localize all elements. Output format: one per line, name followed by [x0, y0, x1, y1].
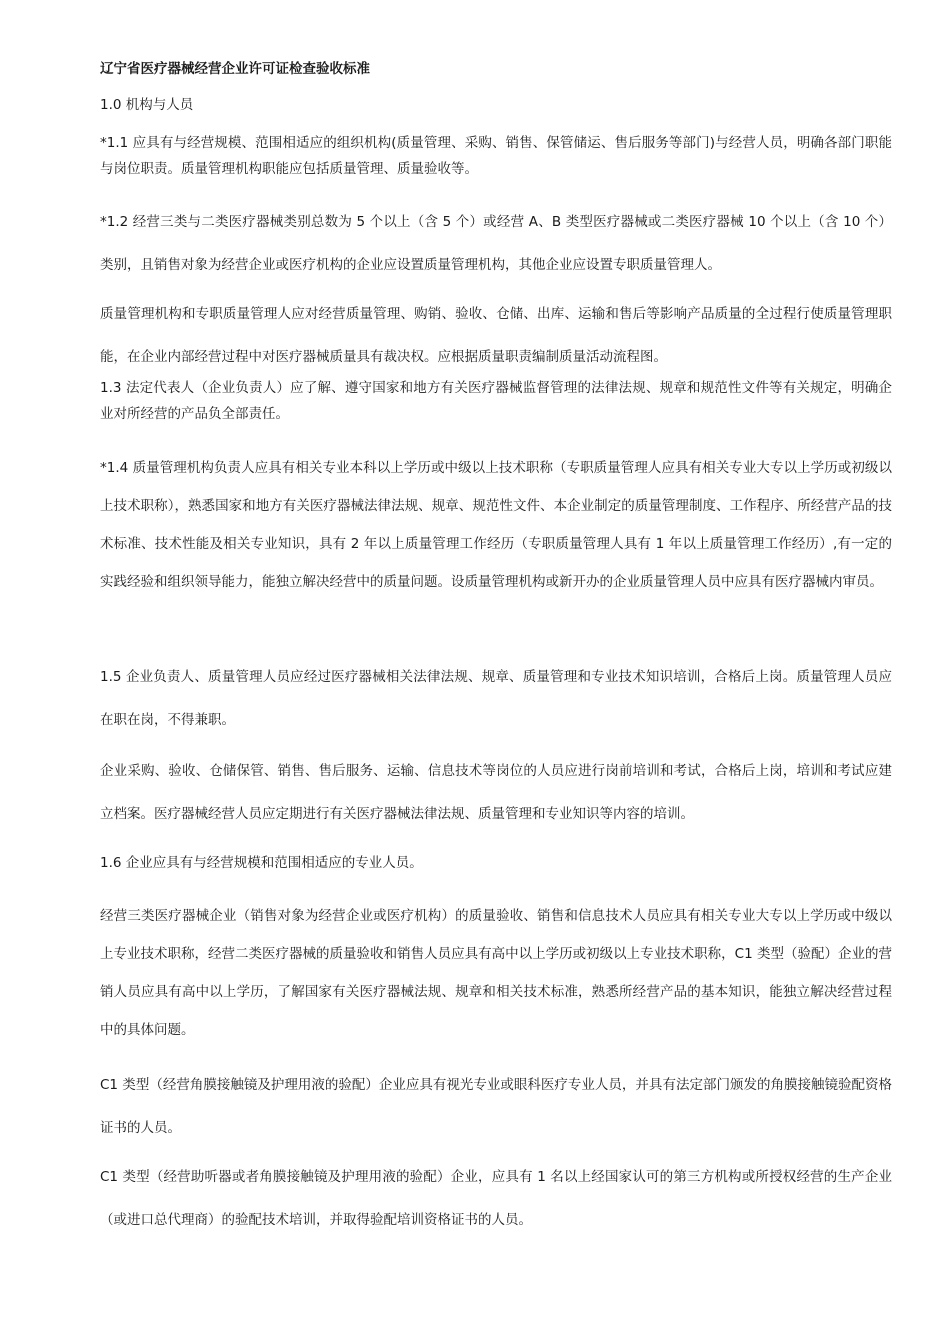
section-heading-1-0: 1.0 机构与人员 [100, 97, 194, 113]
paragraph-1-6: 1.6 企业应具有与经营规模和范围相适应的专业人员。 [100, 855, 423, 871]
paragraph-1-5: 1.5 企业负责人、质量管理人员应经过医疗器械相关法律法规、规章、质量管理和专业技术知识培训，合格后上岗。质量管理人员应在职在岗，不得兼职。 [100, 669, 892, 728]
paragraph-c1-contact-lens: C1 类型（经营角膜接触镜及护理用液的验配）企业应具有视光专业或眼科医疗专业人员，并具有法定部门颁发的角膜接触镜验配资格证书的人员。 [100, 1077, 892, 1136]
paragraph-staff-training: 企业采购、验收、仓储保管、销售、售后服务、运输、信息技术等岗位的人员应进行岗前培训和考试，合格后上岗，培训和考试应建立档案。医疗器械经营人员应定期进行有关医疗器械法律法规、质量管理和专业知识等内容的培训。 [100, 763, 892, 822]
paragraph-class-three-staff: 经营三类医疗器械企业（销售对象为经营企业或医疗机构）的质量验收、销售和信息技术人员应具有相关专业大专以上学历或中级以上专业技术职称，经营二类医疗器械的质量验收和销售人员应具有高中以上学历或初级以上专业技术职称，C1 类型（验配）企业的营销人员应具有高中以上学历，了解国家有关医疗器械法规、规章和相关技术标准，熟悉所经营产品的基本知识，能独立解决经营过程中的具体问题。 [100, 908, 892, 1038]
paragraph-quality-management: 质量管理机构和专职质量管理人应对经营质量管理、购销、验收、仓储、出库、运输和售后等影响产品质量的全过程行使质量管理职能，在企业内部经营过程中对医疗器械质量具有裁决权。应根据质量职责编制质量活动流程图。 [100, 306, 892, 365]
document-page [100, 0, 892, 1344]
paragraph-c1-hearing-aid: C1 类型（经营助听器或者角膜接触镜及护理用液的验配）企业，应具有 1 名以上经国家认可的第三方机构或所授权经营的生产企业（或进口总代理商）的验配技术培训，并取得验配培训资格证书的人员。 [100, 1169, 892, 1228]
paragraph-1-1: *1.1 应具有与经营规模、范围相适应的组织机构(质量管理、采购、销售、保管储运、售后服务等部门)与经营人员，明确各部门职能与岗位职责。质量管理机构职能应包括质量管理、质量验收等。 [100, 135, 892, 177]
paragraph-1-3: 1.3 法定代表人（企业负责人）应了解、遵守国家和地方有关医疗器械监督管理的法律法规、规章和规范性文件等有关规定，明确企业对所经营的产品负全部责任。 [100, 380, 892, 422]
paragraph-1-2: *1.2 经营三类与二类医疗器械类别总数为 5 个以上（含 5 个）或经营 A、B 类型医疗器械或二类医疗器械 10 个以上（含 10 个）类别，且销售对象为经营企业或医疗机构的企业应设置质量管理机构，其他企业应设置专职质量管理人。 [100, 214, 892, 273]
paragraph-1-4: *1.4 质量管理机构负责人应具有相关专业本科以上学历或中级以上技术职称（专职质量管理人应具有相关专业大专以上学历或初级以上技术职称），熟悉国家和地方有关医疗器械法律法规、规章、规范性文件、本企业制定的质量管理制度、工作程序、所经营产品的技术标准、技术性能及相关专业知识，具有 2 年以上质量管理工作经历（专职质量管理人具有 1 年以上质量管理工作经历）,有一定的实践经验和组织领导能力，能独立解决经营中的质量问题。设质量管理机构或新开办的企业质量管理人员中应具有医疗器械内审员。 [100, 460, 892, 590]
document-title: 辽宁省医疗器械经营企业许可证检查验收标准 [100, 61, 370, 77]
